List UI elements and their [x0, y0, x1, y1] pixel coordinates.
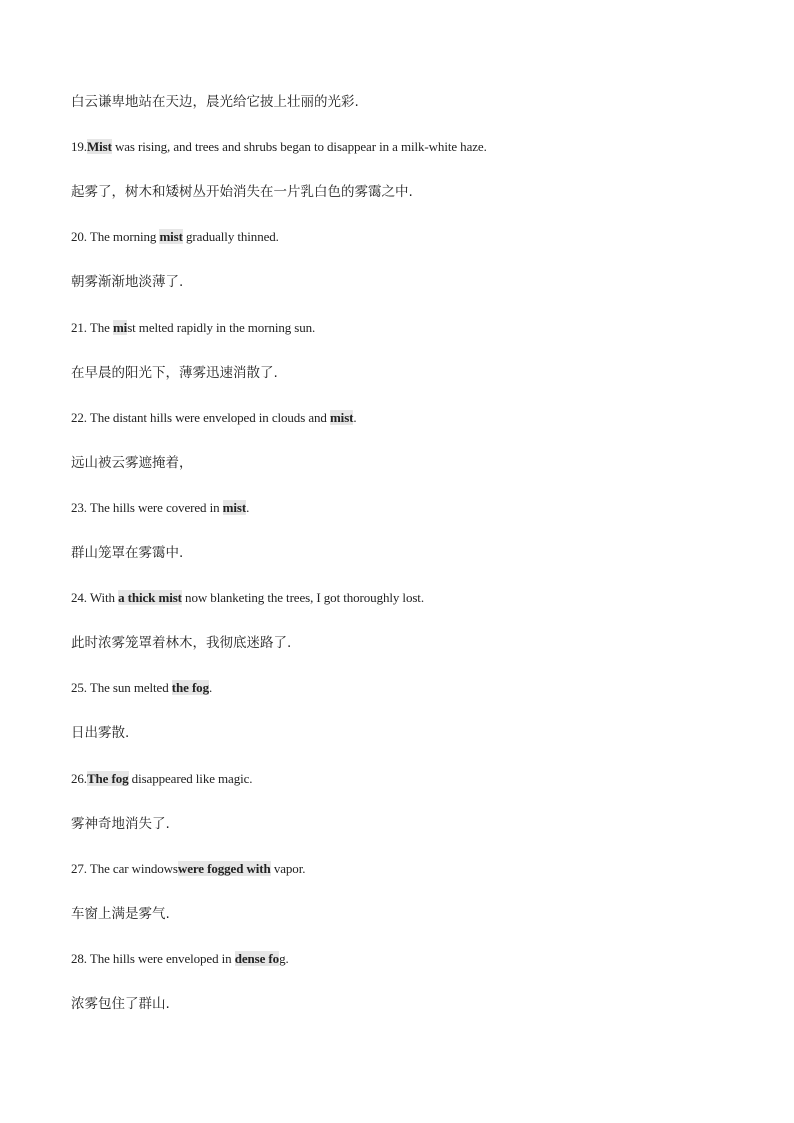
example-sentence — [71, 950, 289, 968]
sentence-text: 23. The hills were covered in — [71, 499, 223, 515]
highlighted-keyword: mist — [159, 229, 183, 245]
translation-line — [71, 995, 170, 1013]
sentence-text: 起雾了，树木和矮树丛开始消失在一片乳白色的雾霭之中. — [71, 184, 413, 201]
example-sentence — [71, 409, 357, 427]
sentence-text: 朝雾渐渐地淡薄了. — [71, 274, 184, 291]
highlighted-keyword: The fog — [86, 770, 129, 786]
highlighted-keyword: Mist — [86, 139, 112, 155]
sentence-text: . — [246, 499, 250, 515]
sentence-text: 19. — [71, 139, 87, 155]
sentence-text: 20. The morning — [71, 229, 160, 245]
sentence-text: . — [353, 409, 357, 425]
sentence-text: . — [208, 680, 213, 696]
sentence-text: now blanketing the trees, I got thoroughly lost. — [181, 590, 424, 606]
translation-line — [71, 273, 183, 291]
sentence-text: 24. With — [71, 590, 119, 606]
sentence-text: 27. The car windows — [71, 860, 178, 876]
sentence-text: 25. The sun melted — [71, 680, 172, 696]
sentence-text: gradually thinned. — [182, 229, 279, 245]
example-sentence — [71, 860, 305, 878]
highlighted-keyword: the fog — [171, 680, 209, 696]
highlighted-keyword: mist — [222, 499, 247, 515]
sentence-text: st melted rapidly in the morning sun. — [127, 319, 316, 335]
sentence-text: g. — [279, 950, 289, 966]
sentence-text: 远山被云雾遮掩着， — [71, 454, 193, 471]
sentence-text: was rising, and trees and shrubs began to disappear in a milk-white haze. — [111, 139, 487, 155]
highlighted-keyword: dense fo — [234, 950, 280, 966]
example-sentence — [71, 138, 487, 156]
translation-line — [71, 183, 413, 201]
sentence-text: 28. The hills were enveloped in — [71, 950, 235, 966]
translation-line — [71, 454, 193, 472]
highlighted-keyword: mist — [329, 409, 354, 425]
example-sentence — [71, 319, 315, 337]
sentence-text: vapor. — [270, 860, 306, 876]
example-sentence — [71, 228, 279, 246]
sentence-text: 此时浓雾笼罩着林木，我彻底迷路了. — [71, 635, 292, 652]
sentence-text: 浓雾包住了群山. — [71, 996, 170, 1012]
sentence-text: 26. — [71, 770, 87, 786]
sentence-text: 在早晨的阳光下，薄雾迅速消散了. — [71, 364, 278, 381]
sentence-text: 白云谦卑地站在天边，晨光给它披上壮丽的光彩. — [71, 94, 359, 110]
sentence-text: 日出雾散. — [71, 725, 130, 742]
example-sentence — [71, 770, 252, 788]
translation-line — [71, 544, 183, 562]
highlighted-keyword: a thick mist — [118, 590, 182, 606]
translation-line — [71, 905, 170, 923]
sentence-text: 群山笼罩在雾霭中. — [71, 545, 184, 561]
sentence-text: 车窗上满是雾气. — [71, 905, 170, 922]
sentence-text: 21. The — [71, 319, 113, 335]
translation-line — [71, 364, 278, 382]
sentence-text: 22. The distant hills were enveloped in clouds and — [71, 409, 330, 425]
translation-line — [71, 634, 291, 652]
highlighted-keyword: were fogged with — [177, 860, 271, 876]
translation-line — [71, 724, 129, 742]
translation-line — [71, 815, 170, 833]
highlighted-keyword: mi — [112, 319, 128, 335]
sentence-text: 雾神奇地消失了. — [71, 815, 170, 832]
example-sentence — [71, 499, 249, 517]
translation-line — [71, 93, 359, 111]
example-sentence — [71, 589, 424, 607]
sentence-text: disappeared like magic. — [128, 770, 253, 786]
example-sentence — [71, 679, 212, 697]
